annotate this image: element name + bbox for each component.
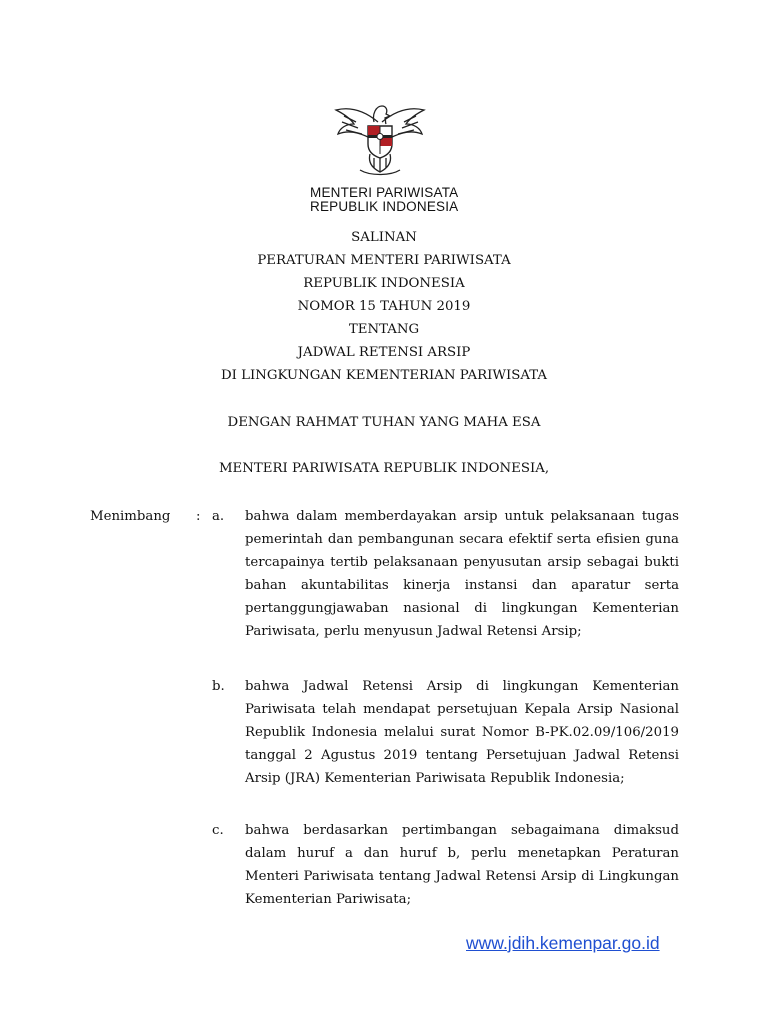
copy-label: SALINAN bbox=[351, 230, 417, 245]
subject-line2: DI LINGKUNGAN KEMENTERIAN PARIWISATA bbox=[220, 368, 547, 383]
item-b-text bbox=[245, 675, 679, 790]
considering-label: Menimbang bbox=[90, 509, 171, 524]
org-name-line2: REPUBLIK INDONESIA bbox=[310, 199, 459, 214]
item-b-last-line: Pariwisata Republik Indonesia; bbox=[415, 771, 625, 786]
website-link[interactable]: www.jdih.kemenpar.go.id bbox=[466, 933, 660, 953]
item-a-body: bahwa dalam memberdayakan arsip untuk pelaksanaan tugas pemerintah dan pembangunan secara efektif serta efisien guna tercapainya tertib pelaksanaan penyusutan arsip sebagai bukti bahan akuntabilitas kinerja instansi dan aparatur serta pertanggungjawaban nasional di lingkungan Kementerian Pariwisata, perlu menyusun bbox=[245, 509, 679, 639]
regulation-title: PERATURAN MENTERI PARIWISATA bbox=[257, 253, 511, 268]
garuda-emblem-icon bbox=[330, 92, 430, 178]
item-a-last-line: Jadwal Retensi Arsip; bbox=[437, 624, 582, 639]
item-a-text bbox=[245, 505, 679, 643]
item-c-marker: c. bbox=[212, 823, 224, 838]
item-b-marker: b. bbox=[212, 679, 225, 694]
regulation-number: NOMOR 15 TAHUN 2019 bbox=[297, 299, 471, 314]
item-c-last-line: Arsip di Lingkungan Kementerian Pariwisata; bbox=[245, 869, 679, 907]
item-c-body: bahwa berdasarkan pertimbangan sebagaimana dimaksud dalam huruf a dan huruf b, perlu menetapkan Peraturan Menteri Pariwisata tentang Jadwal Retensi bbox=[245, 823, 679, 884]
country-name: REPUBLIK INDONESIA bbox=[303, 276, 465, 291]
about-label: TENTANG bbox=[348, 322, 420, 337]
item-b-body: bahwa Jadwal Retensi Arsip di lingkungan Kementerian Pariwisata telah mendapat persetujuan Kepala Arsip Nasional Republik Indonesia melalui surat Nomor B-PK.02.09/106/2019 tanggal 2 Agustus 2019 tentang Persetujuan Jadwal Retensi Arsip (JRA) Kementerian bbox=[245, 679, 679, 786]
authority-line: MENTERI PARIWISATA REPUBLIK INDONESIA, bbox=[218, 461, 550, 476]
item-a-marker: a. bbox=[212, 509, 225, 524]
item-c-text bbox=[245, 819, 679, 911]
blessing-line: DENGAN RAHMAT TUHAN YANG MAHA ESA bbox=[227, 415, 541, 430]
org-name-line1: MENTERI PARIWISATA bbox=[310, 185, 459, 200]
considering-colon: : bbox=[196, 509, 201, 524]
subject-line1: JADWAL RETENSI ARSIP bbox=[297, 345, 471, 360]
